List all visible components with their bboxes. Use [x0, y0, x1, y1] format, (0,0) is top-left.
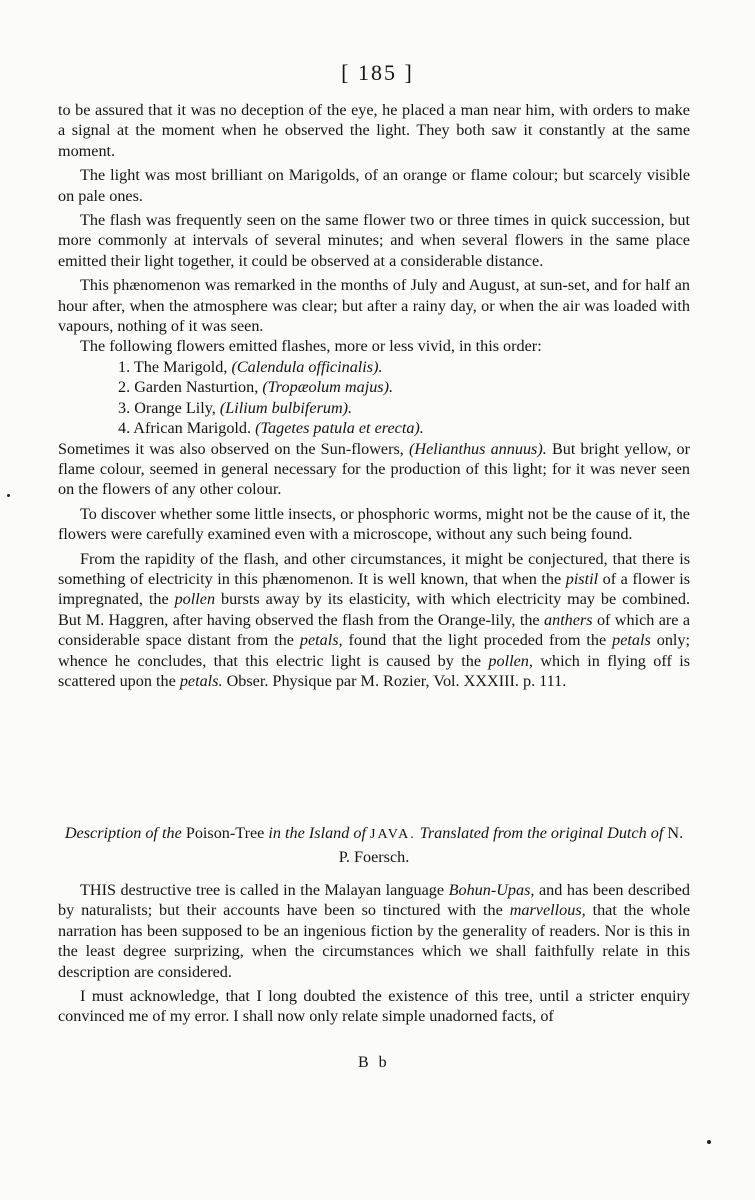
signature-mark: B b — [358, 1054, 390, 1071]
paragraph-assured: to be assured that it was no deception of the eye, he placed a man near him, with orders to make a signal at the moment when he observed the light. They both saw it constantly at the same moment. — [58, 101, 690, 160]
paragraph-following: The following flowers emitted flashes, more or less vivid, in this order: — [80, 337, 542, 356]
paragraph-insects: To discover whether some little insects, or phosphoric worms, might not be the cause of it, the flowers were carefully examined even with a microscope, without any such being found. — [58, 504, 690, 544]
paragraph-flash: The flash was frequently seen on the same flower two or three times in quick succession, but more commonly at intervals of several minutes; and when several flowers in the same place emitted their light together, it could be observed at a considerable distance. — [58, 211, 690, 270]
section-title: Description of the Poison-Tree in the Island of JAVA. Translated from the original Dutch of N. P. Foersch. — [64, 824, 684, 866]
ink-speck — [7, 494, 10, 497]
paragraph-sunflowers: Sometimes it was also observed on the Sun-flowers, (Helianthus annuus). But bright yellow, or flame colour, seemed in general necessary for the production of this light; for it was never seen on the flowers of any other colour. — [58, 439, 691, 499]
flower-item: 1. The Marigold, (Calendula officinalis). — [118, 357, 383, 376]
paragraph-phaenomenon: This phænomenon was remarked in the months of July and August, at sun-set, and for half an hour after, when the atmosphere was clear; but after a rainy day, or when the air was loaded with vapours, nothing of it was seen. — [58, 276, 690, 336]
poison-tree-text — [58, 880, 690, 1027]
paragraph-marigolds: The light was most brilliant on Marigolds, of an orange or flame colour; but scarcely visible on pale ones. — [58, 166, 690, 205]
flower-list — [58, 357, 690, 439]
flower-item: 2. Garden Nasturtion, (Tropæolum majus). — [118, 378, 394, 397]
page-number: [ 185 ] — [341, 60, 414, 85]
main-text — [58, 100, 690, 691]
ink-speck — [707, 1140, 711, 1144]
paragraph-electricity: From the rapidity of the flash, and other circumstances, it might be conjectured, that there is something of electricity in this phænomenon. It is well known, that when the pistil of a flower is impregnated, the pollen bursts away by its elasticity, with which electricity may be combined. But M. Haggren, after having observed the flash from the Orange-lily, the anthers of which are a considerable space distant from the petals, found that the light proceded from the petals only; whence he concludes, that this electric light is caused by the pollen, which in flying off is scattered upon the petals. Obser. Physique par M. Rozier, Vol. XXXIII. p. 111. — [58, 549, 691, 690]
paragraph-acknowledge: I must acknowledge, that I long doubted the existence of this tree, until a stricter enquiry convinced me of my error. I shall now only relate simple unadorned facts, of — [58, 987, 690, 1026]
flower-item: 4. African Marigold. (Tagetes patula et erecta). — [118, 419, 424, 438]
paragraph-upas: THIS destructive tree is called in the Malayan language Bohun-Upas, and has been described by naturalists; but their accounts have been so tinctured with the marvellous, that the whole narration has been supposed to be an ingenious fiction by the generality of readers. Nor is this in the least degree surprizing, when the circumstances which we shall faithfully relate in this description are considered. — [58, 881, 691, 981]
flower-item: 3. Orange Lily, (Lilium bulbiferum). — [118, 398, 353, 417]
